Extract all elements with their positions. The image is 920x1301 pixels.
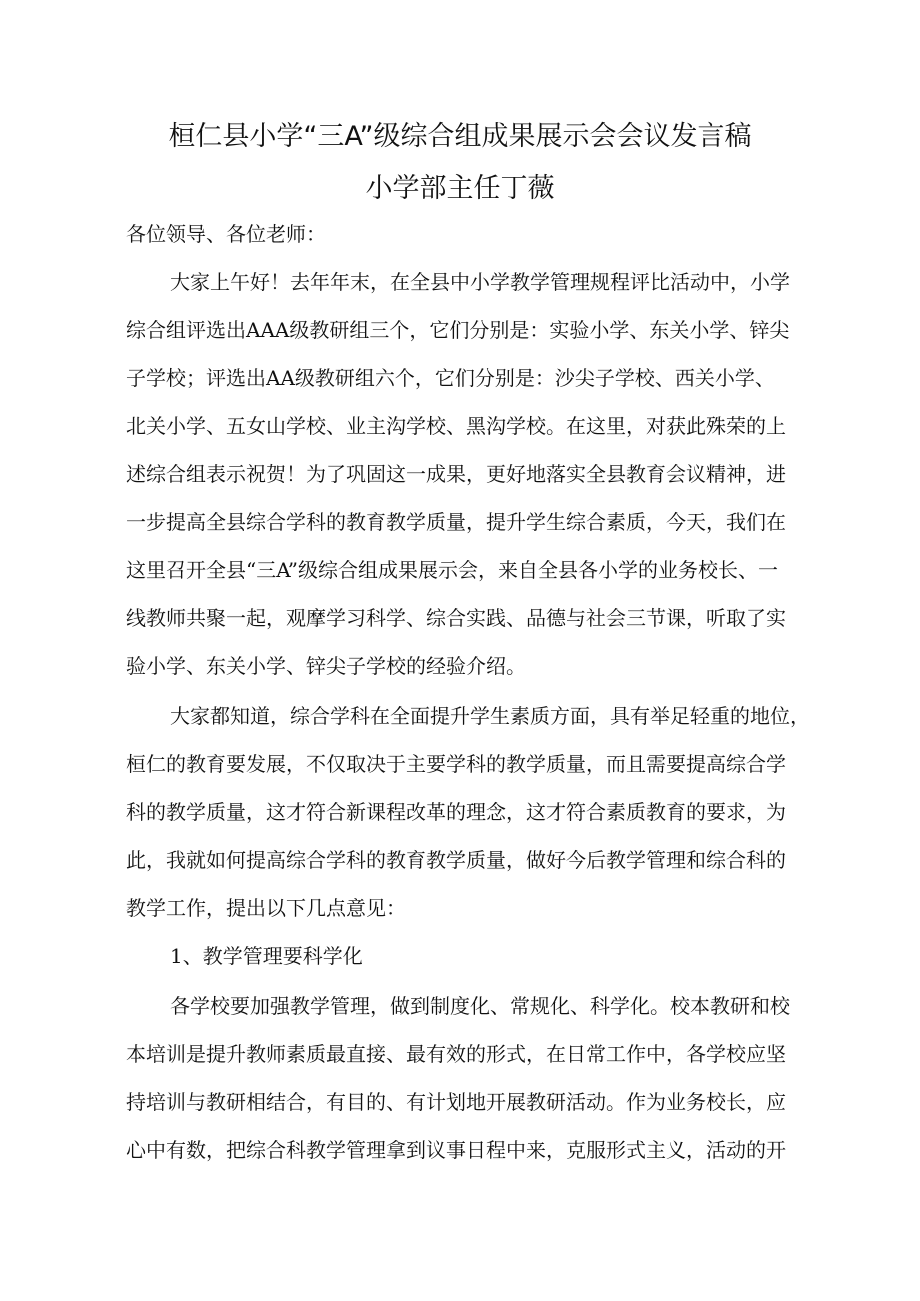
page-title: 桓仁县小学“三A”级综合组成果展示会会议发言稿	[168, 121, 752, 152]
paragraph-2-line-5: 教学工作，提出以下几点意见：	[126, 896, 406, 920]
section-paragraph-line-1: 各学校要加强教学管理，做到制度化、常规化、科学化。校本教研和校	[170, 994, 790, 1018]
paragraph-1-line-8: 线教师共聚一起，观摩学习科学、综合实践、品德与社会三节课，听取了实	[126, 606, 786, 630]
paragraph-1-line-2: 综合组评选出AAA级教研组三个，它们分别是：实验小学、东关小学、锌尖	[126, 318, 790, 342]
section-paragraph-line-4: 心中有数，把综合科教学管理拿到议事日程中来，克服形式主义，活动的开	[126, 1138, 786, 1162]
paragraph-2-line-3: 科的教学质量，这才符合新课程改革的理念，这才符合素质教育的要求，为	[126, 800, 786, 824]
author-line: 小学部主任丁薇	[365, 173, 555, 204]
paragraph-2-line-1: 大家都知道，综合学科在全面提升学生素质方面，具有举足轻重的地位，	[170, 704, 810, 728]
paragraph-1-line-1: 大家上午好！去年年末，在全县中小学教学管理规程评比活动中，小学	[170, 270, 790, 294]
paragraph-1-line-3: 子学校；评选出AA级教研组六个，它们分别是：沙尖子学校、西关小学、	[126, 366, 775, 390]
paragraph-1-line-6: 一步提高全县综合学科的教育教学质量，提升学生综合素质，今天，我们在	[126, 510, 786, 534]
paragraph-1-line-9: 验小学、东关小学、锌尖子学校的经验介绍。	[126, 654, 526, 678]
paragraph-1-line-4: 北关小学、五女山学校、业主沟学校、黑沟学校。在这里，对获此殊荣的上	[126, 414, 786, 438]
section-paragraph-line-3: 持培训与教研相结合，有目的、有计划地开展教研活动。作为业务校长，应	[126, 1090, 786, 1114]
salutation: 各位领导、各位老师：	[126, 222, 326, 246]
paragraph-1-line-5: 述综合组表示祝贺！为了巩固这一成果，更好地落实全县教育会议精神，进	[126, 462, 786, 486]
paragraph-2-line-4: 此，我就如何提高综合学科的教育教学质量，做好今后教学管理和综合科的	[126, 848, 786, 872]
paragraph-2-line-2: 桓仁的教育要发展，不仅取决于主要学科的教学质量，而且需要提高综合学	[126, 752, 786, 776]
section-paragraph-line-2: 本培训是提升教师素质最直接、最有效的形式，在日常工作中，各学校应坚	[126, 1042, 786, 1066]
paragraph-1-line-7: 这里召开全县“三A”级综合组成果展示会，来自全县各小学的业务校长、一	[126, 558, 778, 582]
section-heading: 1、教学管理要科学化	[170, 944, 363, 968]
